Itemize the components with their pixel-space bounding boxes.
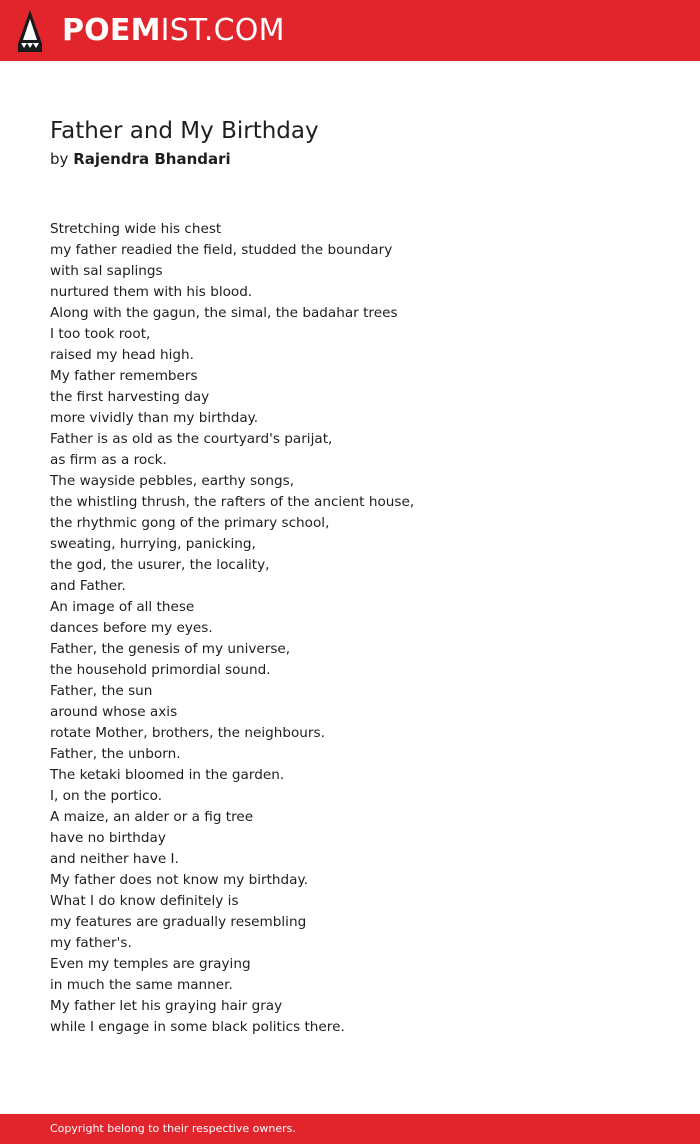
poem-line: dances before my eyes. bbox=[50, 620, 213, 636]
poem-line: Even my temples are graying bbox=[50, 956, 251, 972]
poem-line: Stretching wide his chest bbox=[50, 221, 222, 237]
poem-line: the household primordial sound. bbox=[50, 662, 271, 678]
poem-line: with sal saplings bbox=[50, 263, 163, 279]
poem-line: around whose axis bbox=[50, 704, 178, 720]
poem-line: as firm as a rock. bbox=[50, 452, 167, 468]
brand-bold: POEM bbox=[62, 13, 161, 48]
site-header bbox=[0, 0, 700, 61]
poem-line: sweating, hurrying, panicking, bbox=[50, 536, 256, 552]
poem-line: My father remembers bbox=[50, 368, 198, 384]
site-footer bbox=[0, 1114, 700, 1144]
poem-line: Father, the genesis of my universe, bbox=[50, 641, 291, 657]
poem-line: The ketaki bloomed in the garden. bbox=[50, 767, 285, 783]
poem-line: An image of all these bbox=[50, 599, 195, 615]
poem-line: rotate Mother, brothers, the neighbours. bbox=[50, 725, 325, 741]
poem-line: and neither have I. bbox=[50, 851, 179, 867]
poem-line: What I do know definitely is bbox=[50, 893, 239, 909]
site-logo[interactable] bbox=[62, 11, 285, 51]
brand-light: IST.COM bbox=[160, 13, 285, 48]
poem-line: my father readied the field, studded the boundary bbox=[50, 242, 393, 258]
poem-line: The wayside pebbles, earthy songs, bbox=[50, 473, 295, 489]
poem-line: Father, the unborn. bbox=[50, 746, 181, 762]
poem-body bbox=[50, 219, 650, 1038]
poem-line: my father's. bbox=[50, 935, 132, 951]
copyright-notice: Copyright belong to their respective owners. bbox=[50, 1122, 296, 1135]
byline bbox=[50, 148, 231, 170]
poem-line: nurtured them with his blood. bbox=[50, 284, 253, 300]
by-label: by bbox=[50, 150, 69, 168]
poem-line: My father let his graying hair gray bbox=[50, 998, 283, 1014]
poem-line: in much the same manner. bbox=[50, 977, 233, 993]
poem-line: have no birthday bbox=[50, 830, 166, 846]
poem-line: more vividly than my birthday. bbox=[50, 410, 259, 426]
poem-line: I too took root, bbox=[50, 326, 151, 342]
poem-line: while I engage in some black politics there. bbox=[50, 1019, 345, 1035]
poem-line: my features are gradually resembling bbox=[50, 914, 307, 930]
poem-line: My father does not know my birthday. bbox=[50, 872, 308, 888]
poem-line: I, on the portico. bbox=[50, 788, 163, 804]
pencil-icon[interactable] bbox=[18, 10, 42, 52]
poem-line: and Father. bbox=[50, 578, 126, 594]
poem-line: the rhythmic gong of the primary school, bbox=[50, 515, 330, 531]
poem-line: A maize, an alder or a fig tree bbox=[50, 809, 254, 825]
poem-line: Father is as old as the courtyard's parijat, bbox=[50, 431, 333, 447]
poem-line: the whistling thrush, the rafters of the ancient house, bbox=[50, 494, 415, 510]
poem-line: the first harvesting day bbox=[50, 389, 210, 405]
poem-line: the god, the usurer, the locality, bbox=[50, 557, 270, 573]
poem-title: Father and My Birthday bbox=[50, 118, 319, 144]
poem-line: Father, the sun bbox=[50, 683, 153, 699]
poem-line: raised my head high. bbox=[50, 347, 194, 363]
poem-line: Along with the gagun, the simal, the badahar trees bbox=[50, 305, 398, 321]
author-name: Rajendra Bhandari bbox=[73, 150, 231, 168]
